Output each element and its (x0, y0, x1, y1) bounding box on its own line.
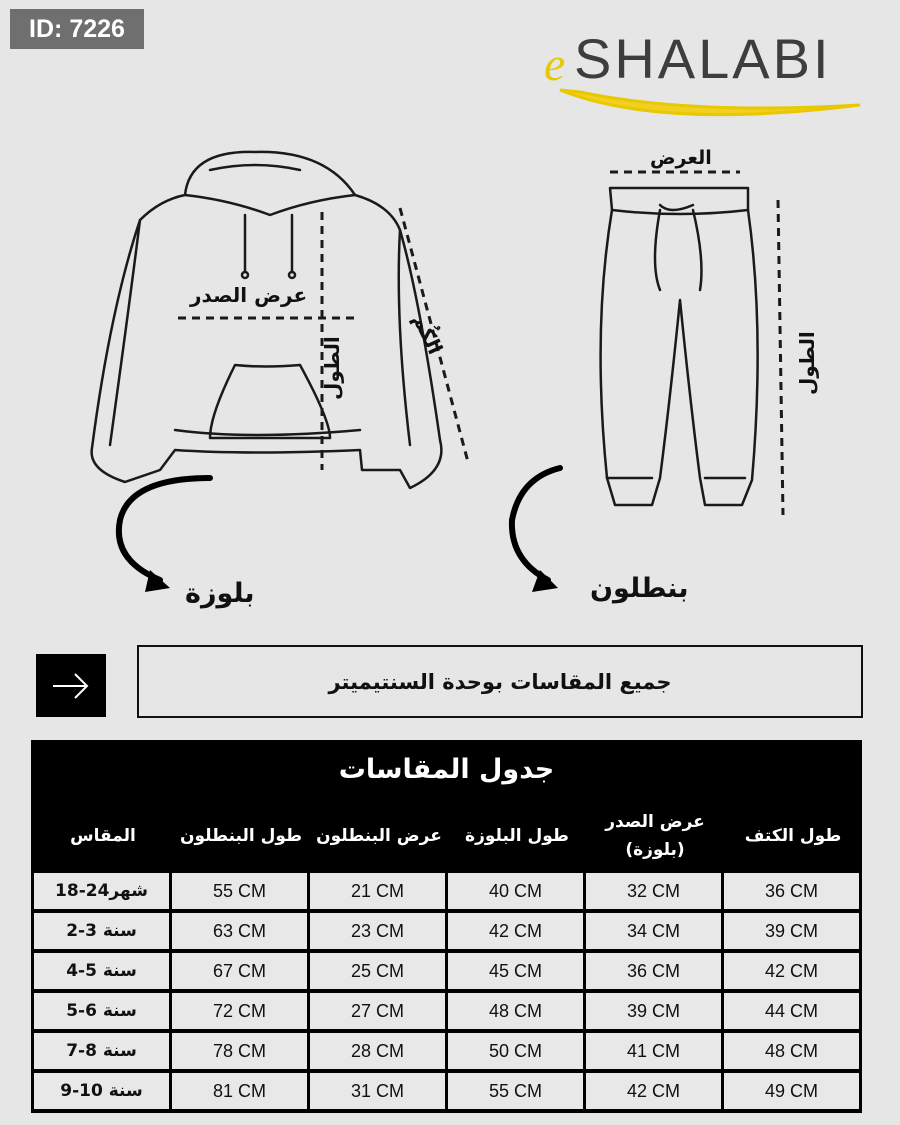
chest-width-label: عرض الصدر (190, 283, 308, 307)
cell-chest: 36 CM (586, 953, 721, 989)
cell-shoulder: 39 CM (724, 913, 859, 949)
top-length-label: الطول (320, 336, 344, 400)
cell-top-length: 40 CM (448, 873, 583, 909)
cell-pants-length: 55 CM (172, 873, 307, 909)
arrow-button[interactable] (36, 654, 106, 717)
cell-size: 9-10 سنة (34, 1073, 169, 1109)
top-caption: بلوزة (185, 578, 255, 609)
svg-text:SHALABI: SHALABI (574, 27, 832, 90)
cell-shoulder: 48 CM (724, 1033, 859, 1069)
sleeve-label: الكُم (408, 310, 448, 358)
arrow-right-icon (51, 671, 91, 701)
pants-caption: بنطلون (590, 573, 689, 604)
cell-pants-width: 28 CM (310, 1033, 445, 1069)
size-table (31, 740, 862, 1113)
header-shoulder: طول الكتف (744, 826, 842, 846)
header-pants-width: عرض البنطلون (316, 826, 442, 846)
pants-length-label: الطول (795, 331, 819, 395)
cell-pants-width: 21 CM (310, 873, 445, 909)
cell-pants-width: 27 CM (310, 993, 445, 1029)
cell-top-length: 50 CM (448, 1033, 583, 1069)
cell-chest: 34 CM (586, 913, 721, 949)
cell-pants-length: 72 CM (172, 993, 307, 1029)
table-header-row (31, 802, 862, 870)
cell-top-length: 45 CM (448, 953, 583, 989)
cell-size: 4-5 سنة (34, 953, 169, 989)
cell-shoulder: 49 CM (724, 1073, 859, 1109)
svg-text:e: e (544, 38, 566, 91)
cell-pants-length: 63 CM (172, 913, 307, 949)
cell-size: 7-8 سنة (34, 1033, 169, 1069)
header-size: المقاس (70, 826, 136, 846)
id-badge: ID: 7226 (10, 9, 144, 49)
units-note: جميع المقاسات بوحدة السنتيميتر (137, 645, 863, 718)
cell-top-length: 42 CM (448, 913, 583, 949)
garment-illustration (0, 130, 900, 630)
pants-width-label: العرض (650, 147, 712, 169)
table-title: جدول المقاسات (338, 754, 555, 785)
header-top-length: طول البلوزة (465, 826, 569, 846)
pants-outline (601, 188, 758, 505)
cell-pants-width: 25 CM (310, 953, 445, 989)
cell-chest: 39 CM (586, 993, 721, 1029)
cell-shoulder: 44 CM (724, 993, 859, 1029)
cell-shoulder: 42 CM (724, 953, 859, 989)
cell-size: 2-3 سنة (34, 913, 169, 949)
cell-pants-width: 31 CM (310, 1073, 445, 1109)
cell-pants-length: 78 CM (172, 1033, 307, 1069)
cell-chest: 32 CM (586, 873, 721, 909)
brand-logo (540, 20, 870, 125)
cell-chest: 42 CM (586, 1073, 721, 1109)
cell-pants-width: 23 CM (310, 913, 445, 949)
header-chest: عرض الصدر (بلوزة) (605, 812, 705, 860)
cell-shoulder: 36 CM (724, 873, 859, 909)
cell-pants-length: 81 CM (172, 1073, 307, 1109)
cell-top-length: 55 CM (448, 1073, 583, 1109)
header-pants-length: طول البنطلون (179, 826, 303, 846)
cell-top-length: 48 CM (448, 993, 583, 1029)
cell-pants-length: 67 CM (172, 953, 307, 989)
cell-size: 5-6 سنة (34, 993, 169, 1029)
cell-chest: 41 CM (586, 1033, 721, 1069)
cell-size: 18-24شهر (34, 873, 169, 909)
